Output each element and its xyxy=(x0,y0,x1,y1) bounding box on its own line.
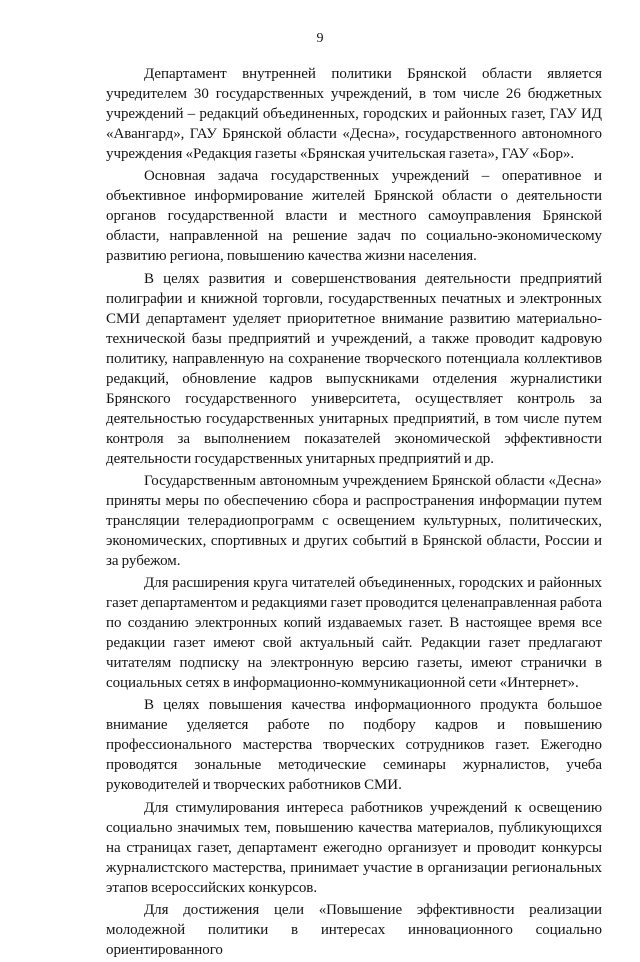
paragraph-youth-policy: Для достижения цели «Повышение эффективности реализации молодежной политики в интересах инновационного социально ориентированного xyxy=(106,902,602,959)
paragraph-development: В целях развития и совершенствования деятельности предприятий полиграфии и книжной торговли, государственных печатных и электронных СМИ департамент уделяет приоритетное внимание развитию материально-технической базы предприятий и учреждений, а также проводит кадровую политику, направленную на сохранение творческого потенциала коллективов редакций, обновление кадров выпускниками отделения журналистики Брянского государственного университета, осуществляет контроль за деятельностью государственных унитарных предприятий, в том числе путем контроля за выполнением показателей экономической эффективности деятельности государственных унитарных предприятий и др. xyxy=(106,270,602,467)
paragraph-main-task: Основная задача государственных учреждений – оперативное и объективное информирование жителей Брянской области о деятельности органов государственной власти и местного самоуправления Брянской области, направленной на решение задач по социально-экономическому развитию региона, повышению качества жизни населения. xyxy=(106,168,602,265)
page-number: 9 xyxy=(316,31,324,46)
paragraph-quality: В целях повышения качества информационного продукта большое внимание уделяется работе по подбору кадров и повышению профессионального мастерства творческих сотрудников газет. Ежегодно проводятся зональные методические семинары журналистов, учеба руководителей и творческих работников СМИ. xyxy=(106,697,602,794)
paragraph-founder: Департамент внутренней политики Брянской области является учредителем 30 государственных учреждений, в том числе 26 бюджетных учреждений – редакций объединенных, городских и районных газет, ГАУ ИД «Авангард», ГАУ Брянской области «Десна», государственного автономного учреждения «Редакция газеты «Брянская учительская газета», ГАУ «Бор». xyxy=(106,66,602,162)
paragraph-contests: Для стимулирования интереса работников учреждений к освещению социально значимых тем, повышению качества материалов, публикующихся на страницах газет, департамент ежегодно организует и проводит конкурсы журналистского мастерства, принимает участие в организации региональных этапов всероссийских конкурсов. xyxy=(106,799,602,896)
paragraph-desna: Государственным автономным учреждением Брянской области «Десна» приняты меры по обеспечению сбора и распространения информации путем трансляции телерадиопрограмм с освещением культурных, политических, экономических, спортивных и других событий в Брянской области, России и за рубежом. xyxy=(106,472,602,569)
paragraph-readership: Для расширения круга читателей объединенных, городских и районных газет департаментом и редакциями газет проводится целенаправленная работа по созданию электронных копий издаваемых газет. В настоящее время все редакции газет имеют свой актуальный сайт. Редакции газет предлагают читателям подписку на электронную версию газеты, имеют странички в социальных сетях в информационно-коммуникационной сети «Интернет». xyxy=(106,575,602,692)
document-body xyxy=(106,64,602,962)
